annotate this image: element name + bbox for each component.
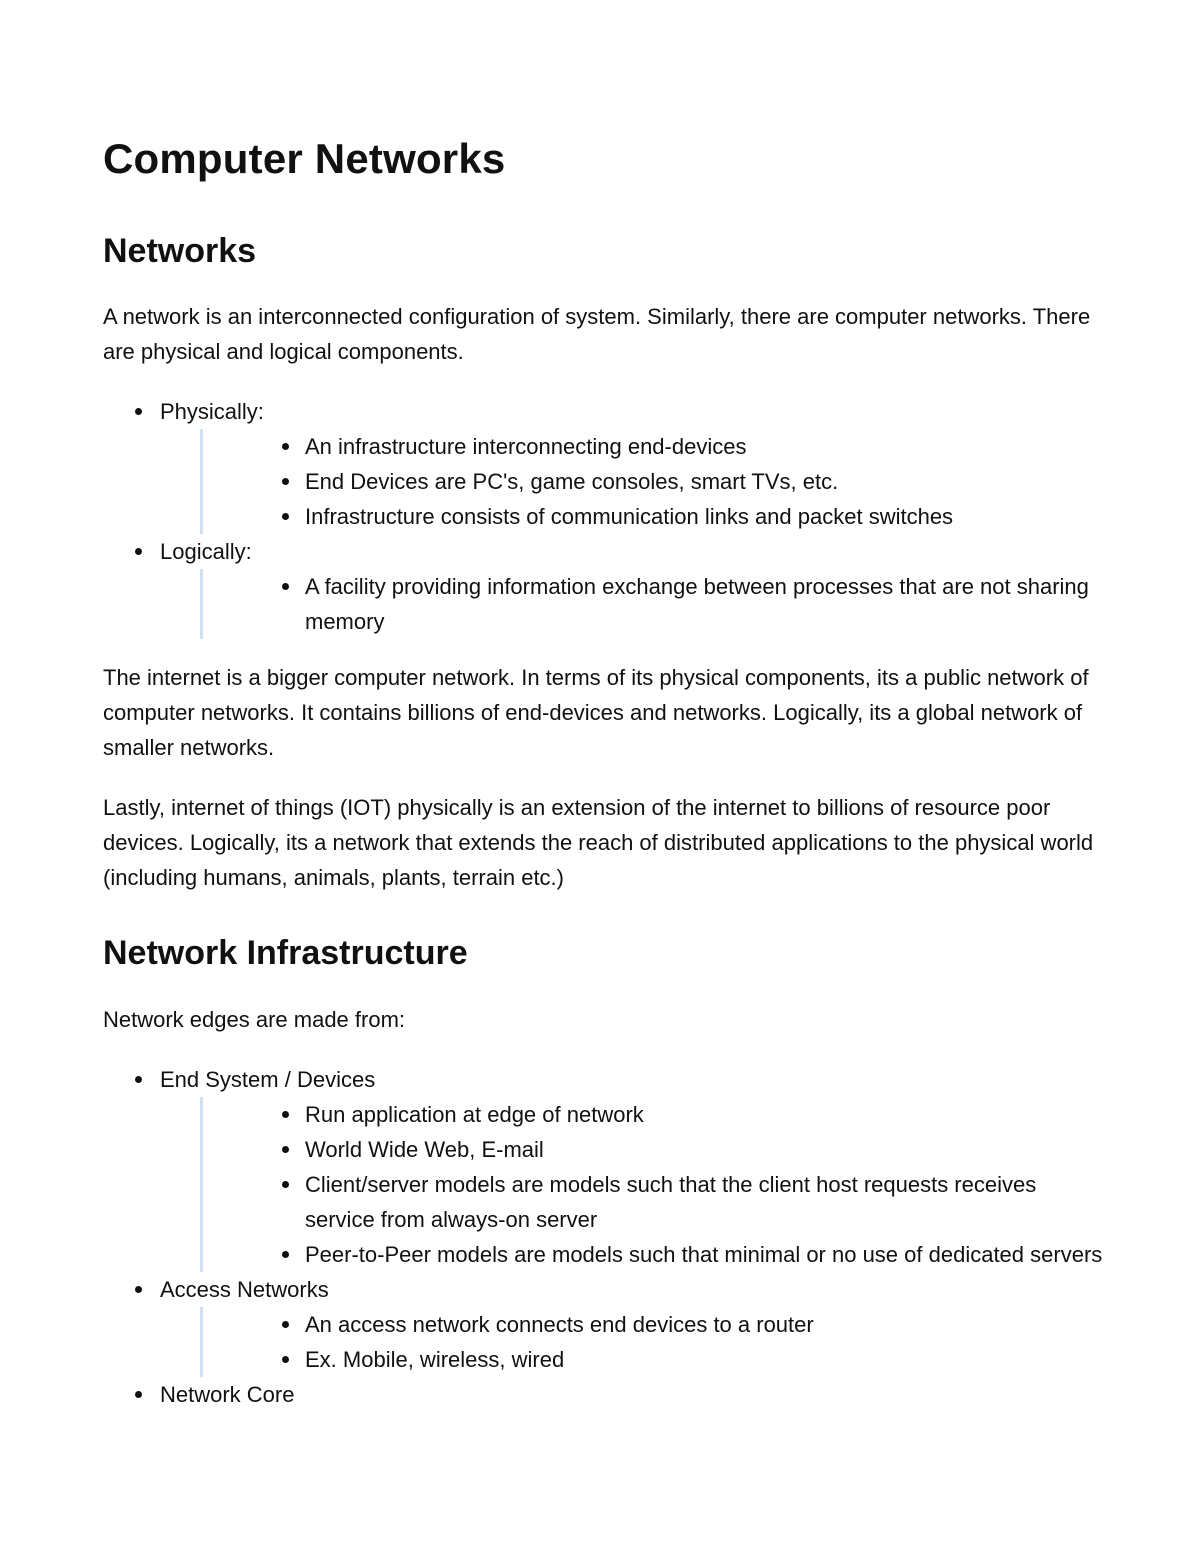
bullet-icon <box>282 1321 289 1328</box>
list-item <box>200 1342 1103 1377</box>
nested-list <box>200 429 1103 534</box>
list-item-text: Run application at edge of network <box>305 1102 644 1127</box>
heading-networks: Networks <box>103 232 257 270</box>
bullet-icon <box>282 513 289 520</box>
list-item-text: Client/server models are models such that the client host requests receives service from always-on server <box>305 1172 1037 1232</box>
list-item-text: Ex. Mobile, wireless, wired <box>305 1347 565 1372</box>
list-item-text: A facility providing information exchange between processes that are not sharing memory <box>305 574 1089 634</box>
list-item <box>200 1097 1103 1132</box>
list-item-label: Logically: <box>160 539 252 564</box>
bullet-icon <box>135 1286 142 1293</box>
list-item-text: An access network connects end devices to a router <box>305 1312 814 1337</box>
page-title: Computer Networks <box>103 135 506 182</box>
list-item-text: End Devices are PC's, game consoles, smart TVs, etc. <box>305 469 839 494</box>
networks-intro-paragraph: A network is an interconnected configuration of system. Similarly, there are computer networks. There are physical and logical components. <box>103 304 1091 364</box>
list-item <box>200 499 1103 534</box>
list-item <box>200 464 1103 499</box>
infrastructure-bullet-list <box>103 1062 1103 1412</box>
bullet-icon <box>282 1111 289 1118</box>
bullet-icon <box>282 478 289 485</box>
bullet-icon <box>282 443 289 450</box>
nested-list <box>200 569 1103 639</box>
heading-network-infrastructure: Network Infrastructure <box>103 934 468 972</box>
bullet-icon <box>135 1076 142 1083</box>
list-item <box>200 1307 1103 1342</box>
bullet-icon <box>282 583 289 590</box>
list-item-label: Physically: <box>160 399 264 424</box>
list-item-text: Infrastructure consists of communication links and packet switches <box>305 504 954 529</box>
nested-list <box>200 1097 1103 1272</box>
bullet-icon <box>282 1181 289 1188</box>
list-item-logically <box>103 534 1103 639</box>
internet-paragraph: The internet is a bigger computer network. In terms of its physical components, its a public network of computer networks. It contains billions of end-devices and networks. Logically, its a global network of smaller networks. <box>103 665 1089 760</box>
nested-list <box>200 1307 1103 1377</box>
list-item <box>200 1237 1103 1272</box>
list-item-label: End System / Devices <box>160 1067 376 1092</box>
bullet-icon <box>135 1391 142 1398</box>
iot-paragraph: Lastly, internet of things (IOT) physically is an extension of the internet to billions of resource poor devices. Logically, its a network that extends the reach of distributed applications to the physical world (including humans, animals, plants, terrain etc.) <box>103 795 1094 890</box>
list-item-text: World Wide Web, E-mail <box>305 1137 544 1162</box>
list-item-end-systems <box>103 1062 1103 1272</box>
list-item-access-networks <box>103 1272 1103 1377</box>
infrastructure-intro-paragraph: Network edges are made from: <box>103 1007 406 1032</box>
bullet-icon <box>282 1356 289 1363</box>
list-item <box>200 1167 1103 1237</box>
list-item <box>200 429 1103 464</box>
list-item-label: Network Core <box>160 1382 295 1407</box>
bullet-icon <box>282 1251 289 1258</box>
list-item <box>200 1132 1103 1167</box>
document-content <box>103 128 1103 1412</box>
list-item-text: Peer-to-Peer models are models such that minimal or no use of dedicated servers <box>305 1242 1103 1267</box>
networks-bullet-list <box>103 394 1103 639</box>
list-item-network-core <box>103 1377 1103 1412</box>
bullet-icon <box>135 408 142 415</box>
list-item-label: Access Networks <box>160 1277 329 1302</box>
list-item-text: An infrastructure interconnecting end-devices <box>305 434 747 459</box>
bullet-icon <box>282 1146 289 1153</box>
list-item <box>200 569 1103 639</box>
list-item-physically <box>103 394 1103 534</box>
bullet-icon <box>135 548 142 555</box>
